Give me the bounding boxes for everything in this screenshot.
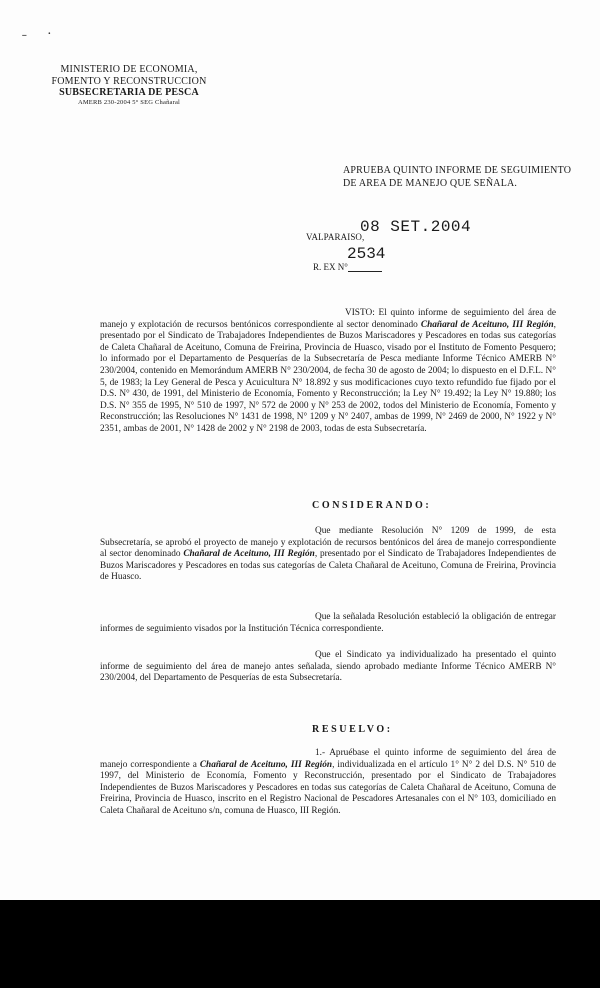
resolution-number: 2534 bbox=[347, 245, 386, 263]
rex-label-text: R. EX N° bbox=[313, 262, 348, 272]
resuelvo-text: 1.- Apruébase el quinto informe de seguimiento del área de manejo correspondiente a bbox=[100, 748, 556, 770]
visto-lead: VISTO: bbox=[345, 308, 375, 318]
letterhead bbox=[24, 64, 234, 107]
rex-label bbox=[313, 262, 382, 272]
scan-mark: ˗ bbox=[22, 27, 27, 42]
resolution-subject bbox=[343, 165, 583, 190]
subsecretaria-line: SUBSECRETARIA DE PESCA bbox=[59, 87, 199, 98]
resuelvo-paragraph bbox=[100, 748, 556, 818]
rex-underline bbox=[348, 263, 382, 272]
date-stamp: 08 SET.2004 bbox=[360, 218, 472, 236]
place-label: VALPARAISO, bbox=[306, 232, 365, 242]
resuelvo-heading: RESUELVO: bbox=[312, 724, 393, 735]
considerando-text: Que la señalada Resolución estableció la obligación de entregar informes de seguimiento visados por la Institución Técnica correspondiente. bbox=[100, 612, 556, 634]
visto-text: El quinto informe de seguimiento del área de manejo y explotación de recursos bentónicos correspondiente al sector denominado bbox=[100, 308, 556, 330]
subject-line: DE AREA DE MANEJO QUE SEÑALA. bbox=[343, 177, 518, 189]
considerando-paragraph bbox=[100, 526, 556, 584]
ministry-line: FOMENTO Y RECONSTRUCCION bbox=[51, 75, 207, 87]
subject-line: APRUEBA QUINTO INFORME DE SEGUIMIENTO bbox=[343, 165, 572, 176]
considerando-paragraph bbox=[100, 650, 556, 685]
considerando-paragraph bbox=[100, 612, 556, 635]
place-name: Chañaral de Aceituno, III Región bbox=[183, 549, 315, 560]
place-name: Chañaral de Aceituno, III Región bbox=[199, 759, 333, 770]
scan-mark: · bbox=[47, 27, 52, 42]
scan-border bbox=[0, 900, 600, 988]
ministry-line: MINISTERIO DE ECONOMIA, bbox=[60, 64, 198, 75]
visto-paragraph bbox=[100, 308, 556, 436]
resuelvo-text: , individualizada en el artículo 1° N° 2 del D.S. N° 510 de 1997, del Ministerio de Economía, Fomento y Reconstrucción, presentado por el Sindicato de Trabajadores Independientes de Buzos Mariscadores y Pescadores en todas sus categorías de Caleta Chañaral de Aceituno, Comuna de Freirina, Provincia de Huasco, inscrito en el Registro Nacional de Pescadores Artesanales con el N° 103, domiciliado en Caleta Chañaral de Aceituno s/n, comuna de Huasco, III Región. bbox=[100, 759, 556, 816]
reference-code: AMERB 230-2004 5° SEG Chañaral bbox=[77, 98, 181, 106]
considerando-text: , presentado por el Sindicato de Trabajadores Independientes de Buzos Mariscadores y Pescadores en todas sus categorías de Caleta Chañaral de Aceituno, Comuna de Freirina, Provincia de Huasco. bbox=[100, 549, 556, 583]
visto-text: , presentado por el Sindicato de Trabajadores Independientes de Buzos Mariscadores y Pescadores en todas sus categorías de Caleta Chañaral de Aceituno, Comuna de Freirina, Provincia de Huasco, visado por el Instituto de Fomento Pesquero; lo informado por el Departamento de Pesquerías de la Subsecretaría de Pesca mediante Informe Técnico AMERB N° 230/2004, contenido en Memorándum AMERB N° 230/2004, de fecha 30 de agosto de 2004; lo dispuesto en el D.F.L. N° 5, de 1983; la Ley General de Pesca y Acuicultura N° 18.892 y sus modificaciones cuyo texto refundido fue fijado por el D.S. N° 430, de 1991, del Ministerio de Economía, Fomento y Reconstrucción; la Ley N° 19.492; la Ley N° 19.880; los D.S. N° 355 de 1995, N° 510 de 1997, N° 572 de 2000 y N° 253 de 2002, todos del Ministerio de Economía, Fomento y Reconstrucción; las Resoluciones N° 1431 de 1998, N° 1209 y N° 2407, ambas de 1999, N° 2469 de 2000, N° 1922 y N° 2351, ambas de 2001, N° 1428 de 2002 y N° 2198 de 2003, todas de esta Subsecretaría. bbox=[100, 319, 556, 434]
considerando-text: Que el Sindicato ya individualizado ha presentado el quinto informe de seguimiento del área de manejo antes señalada, siendo aprobado mediante Informe Técnico AMERB N° 230/2004, del Departamento de Pesquerías de esta Subsecretaría. bbox=[100, 650, 556, 684]
considerando-text: Que mediante Resolución N° 1209 de 1999, de esta Subsecretaría, se aprobó el proyecto de manejo y explotación de recursos bentónicos del área de manejo correspondiente al sector denominado bbox=[100, 526, 556, 560]
considerando-heading: CONSIDERANDO: bbox=[312, 500, 432, 511]
place-name: Chañaral de Aceituno, III Región bbox=[420, 319, 554, 330]
